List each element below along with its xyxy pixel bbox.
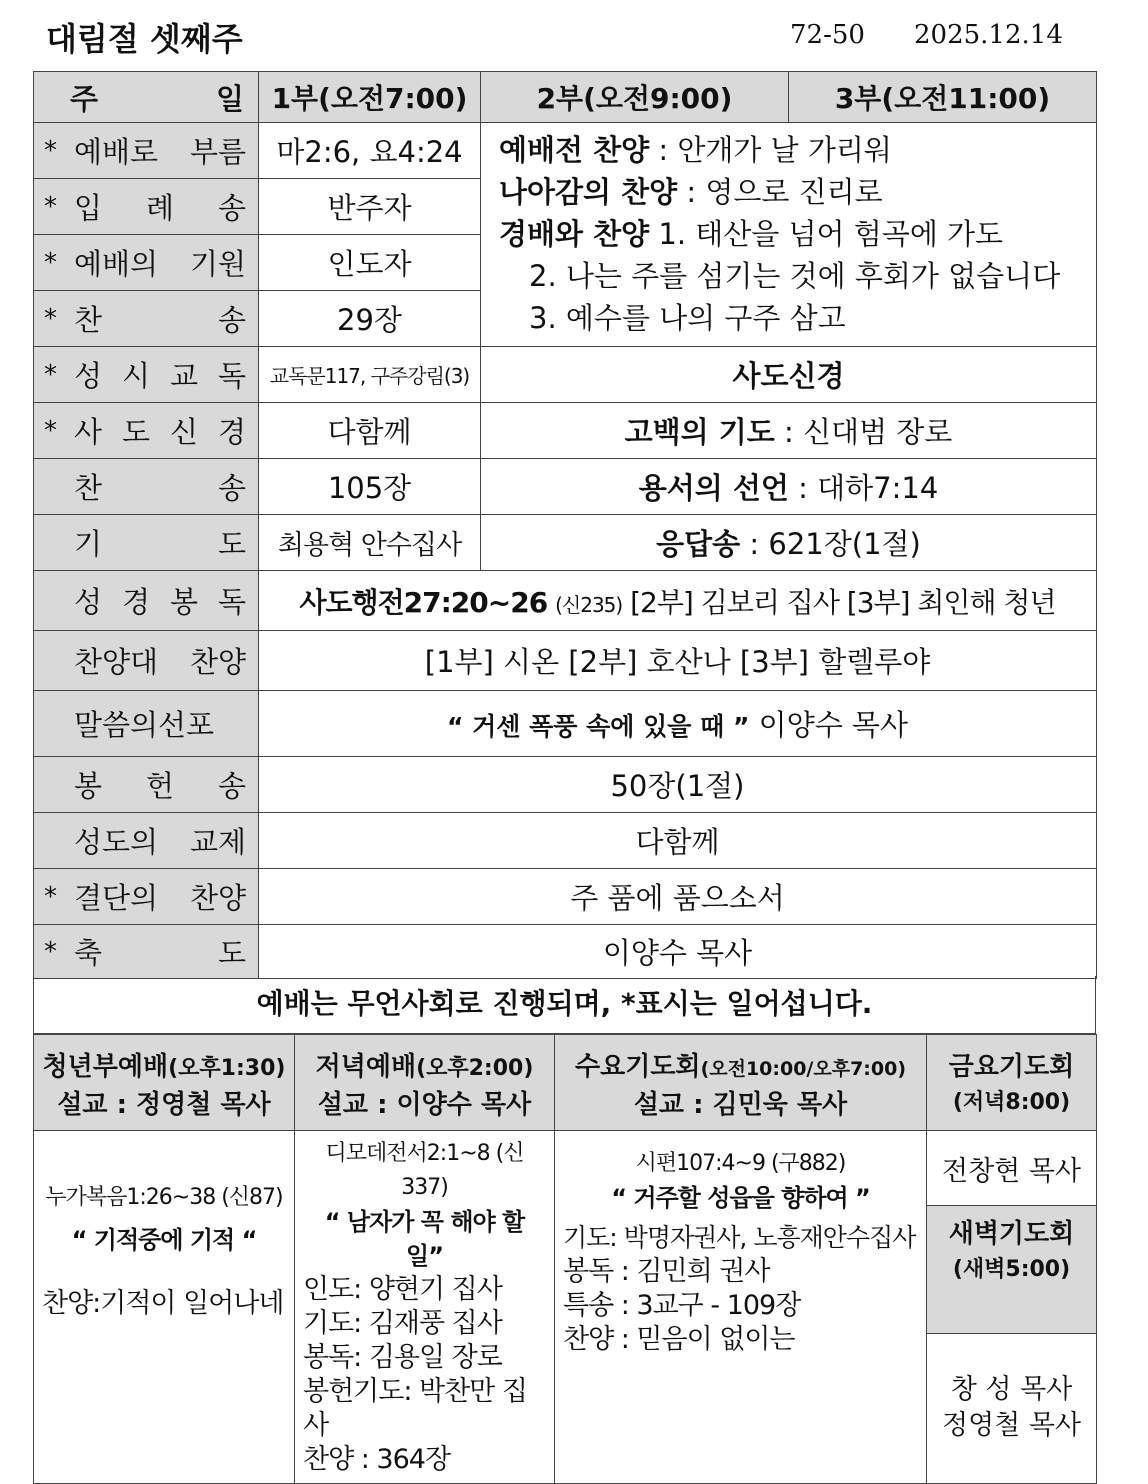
row-label: 성도의 교제 [34,813,259,869]
praise-item-1: 1. 태산을 넘어 험곡에 가도 [658,217,1004,251]
row-label: * 예배로 부름 [34,123,259,179]
wednesday-service-detail: 시편107:4~9 (구882) “ 거주할 성읍을 향하여 ” 기도: 박명자권사, 노흥재안수집사 봉독 : 김민희 권사 특송 : 3교구 - 109장 찬양 : 믿음이 없이는 [555,1131,927,1484]
fellowship-cell: 다함께 [259,813,1097,869]
row-label: 기 도 [34,515,259,571]
row-value: 29장 [259,291,481,347]
row-value: 다함께 [259,403,481,459]
response-cell: 응답송 : 621장(1절) [481,515,1097,571]
youth-service-detail: 누가복음1:26~38 (신87) “ 기적중에 기적 “ 찬양:기적이 일어나네 [34,1131,295,1484]
row-label: 찬 송 [34,459,259,515]
hymn-before-label: 예배전 찬양 [499,133,650,167]
benediction-cell: 이양수 목사 [259,925,1097,979]
row-value: 최용혁 안수집사 [259,515,481,571]
row-label: 봉 헌 송 [34,757,259,813]
offering-cell: 50장(1절) [259,757,1097,813]
dawn-preachers: 창 성 목사 정영철 목사 [927,1333,1097,1483]
hymn-before-value: : 안개가 날 가리워 [658,133,892,167]
evening-service-detail: 디모데전서2:1~8 (신337) “ 남자가 꼭 해야 할 일” 인도: 양현기 집사 기도: 김재풍 집사 봉독: 김용일 장로 봉헌기도: 박찬만 집사 찬양 : 364장 [295,1131,555,1484]
evening-service-header: 저녁예배(오후2:00) 설교 : 이양수 목사 [295,1035,555,1131]
scripture-cell: 사도행전27:20~26 (신235) [2부] 김보리 집사 [3부] 최인해 청년 [259,571,1097,631]
confession-cell: 고백의 기도 : 신대범 장로 [481,403,1097,459]
choir-cell: [1부] 시온 [2부] 호산나 [3부] 할렐루야 [259,631,1097,691]
row-label: * 사 도 신 경 [34,403,259,459]
row-label: * 축 도 [34,925,259,979]
row-value: 반주자 [259,179,481,235]
youth-service-header: 청년부예배(오후1:30) 설교 : 정영철 목사 [34,1035,295,1131]
other-services-table [33,1034,1097,1484]
row-label: 성 경 봉 독 [34,571,259,631]
row-label: * 입 례 송 [34,179,259,235]
row-value: 105장 [259,459,481,515]
row-label: * 예배의 기원 [34,235,259,291]
worship-order-table [33,71,1097,979]
row-label: 찬양대 찬양 [34,631,259,691]
bulletin-date: 2025.12.14 [914,20,1063,50]
head-service-3: 3부(오전11:00) [789,72,1097,123]
row-value: 교독문117, 구주강림(3) [259,347,481,403]
head-label: 주 일 [34,72,259,123]
row-value: 인도자 [259,235,481,291]
praise-label: 경배와 찬양 [499,217,650,251]
head-service-1: 1부(오전7:00) [259,72,481,123]
friday-preacher: 전창현 목사 [927,1131,1097,1206]
absolution-cell: 용서의 선언 : 대하7:14 [481,459,1097,515]
hymn-after-value: : 영으로 진리로 [686,175,883,209]
hymn-list [481,123,1097,347]
row-label: * 찬 송 [34,291,259,347]
creed-cell: 사도신경 [481,347,1097,403]
friday-service-header: 금요기도회 (저녁8:00) [927,1035,1097,1131]
wednesday-service-header: 수요기도회(오전10:00/오후7:00) 설교 : 김민욱 목사 [555,1035,927,1131]
notice: 예배는 무언사회로 진행되며, *표시는 일어섭니다. [33,976,1096,1034]
page-title: 대림절 셋째주 [46,20,243,58]
row-label: * 결단의 찬양 [34,869,259,925]
row-label: 말씀의선포 [34,691,259,757]
bulletin-number: 72-50 [790,20,865,50]
dawn-service-header: 새벽기도회 (새벽5:00) [927,1206,1097,1334]
head-service-2: 2부(오전9:00) [481,72,789,123]
decision-cell: 주 품에 품으소서 [259,869,1097,925]
row-label: * 성 시 교 독 [34,347,259,403]
hymn-after-label: 나아감의 찬양 [499,175,678,209]
sermon-cell: “ 거센 폭풍 속에 있을 때 ” 이양수 목사 [259,691,1097,757]
praise-item-2: 2. 나는 주를 섬기는 것에 후회가 없습니다 [529,259,1061,293]
praise-item-3: 3. 예수를 나의 구주 삼고 [529,301,846,335]
row-value: 마2:6, 요4:24 [259,123,481,179]
